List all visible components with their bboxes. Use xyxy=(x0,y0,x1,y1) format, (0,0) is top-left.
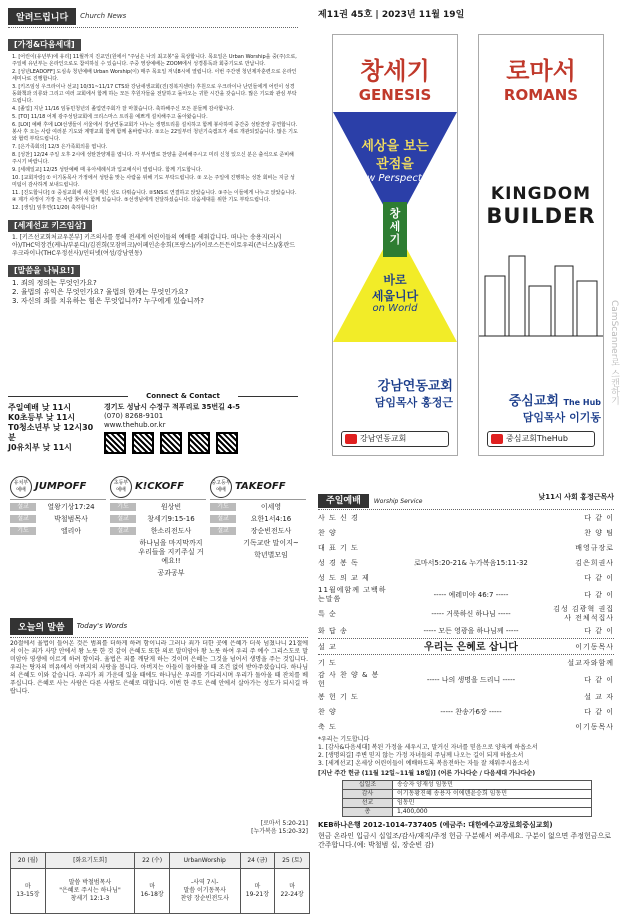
service-item: 찬 양 xyxy=(318,707,337,716)
schedule-head: 20 (월) xyxy=(11,853,46,869)
dept-row-value: 공과공부 xyxy=(157,569,185,577)
church-left-pastor: 담임목사 홍정근 xyxy=(374,396,453,409)
service-item: 화 답 송 xyxy=(318,626,348,635)
tri-mid: 창세기 xyxy=(389,207,401,246)
service-title-en: Worship Service xyxy=(373,498,423,505)
mission-text: 1. [키즈선교회처교우본부] 키즈의사를 통해 전세계 어린이들의 예배를 세워갑니다. 떠나는 송용지(러시아)/THC덕장건(케냐/부룬디)/김진희(모잠비크)/이페인손송희(프랑스)/카이로스든든이토우리(즌너스)/홍란드우크라이나(THC우정선사)/인터넷(여성/강남연동) xyxy=(12,234,296,257)
youtube-label: 강남연동교회 xyxy=(360,434,407,443)
cover xyxy=(318,10,618,470)
dept-row-value: 기독교란 말이지~ xyxy=(243,539,299,547)
service-row xyxy=(318,705,614,719)
service-by: 다 같 이 xyxy=(584,707,614,716)
service-by: 다 같 이 xyxy=(584,513,614,522)
service-by: 다 같 이 xyxy=(584,573,614,582)
service-by: 김성 김광혁 권집사 전체석집사 xyxy=(553,605,614,622)
dept-card xyxy=(210,474,306,612)
divider xyxy=(318,654,614,655)
news-title-en: Church News xyxy=(80,12,127,20)
service-by: 김은희권사 xyxy=(575,558,614,567)
schedule-head: [화요기도회] xyxy=(45,853,135,869)
today-ref1: [로마서 5:20-21] xyxy=(260,820,308,827)
service-by: 이기동목사 xyxy=(575,642,614,651)
tri-top1: 세상을 보는 xyxy=(361,139,429,154)
service-item: 성 도 의 교 제 xyxy=(318,573,370,582)
youtube-label: 중심교회TheHub xyxy=(506,434,568,443)
contact-panel xyxy=(8,392,298,458)
city-illustration xyxy=(479,236,603,346)
offering-row xyxy=(343,790,592,799)
church-right-name: 중심교회 xyxy=(508,394,559,409)
dept-row-label: 기도 xyxy=(10,527,36,535)
question-item: 2. 율법의 유익은 무엇인가요? 율법의 한계는 무엇인가요? xyxy=(12,288,189,296)
church-right-pastor: 담임목사 이기동 xyxy=(522,411,601,424)
dept-row-value: 학년별모임 xyxy=(254,551,288,559)
service-row xyxy=(318,656,614,670)
tri-bot1: 바로 xyxy=(383,273,407,287)
church-right xyxy=(483,390,601,425)
news-item: 12. [생일] 임후연(11/20) 축하합니다! xyxy=(12,205,98,211)
cover-right xyxy=(478,34,604,456)
dept-name: JUMPOFF xyxy=(35,481,87,492)
prayer-note: 1. [감사&다음세대] 복된 가정을 세우시고, 말거신 자녀를 믿음으로 양육케 하옵소서 xyxy=(318,744,538,751)
schedule-cell: -사역 7시- 말씀 이기동목사 찬양 장순빈전도사 xyxy=(169,869,240,914)
qr-code-icon[interactable] xyxy=(104,432,126,454)
dept-row xyxy=(110,515,206,524)
service-time: K0초등부 낮 11시 xyxy=(8,413,76,422)
service-by: 설 교 자 xyxy=(584,692,614,701)
dept-row-label: 설교 xyxy=(110,527,136,535)
dept-badge: 중고등부 예배 xyxy=(210,476,232,498)
news-item: 10. [교회자랑] ① 이기동목사 가정에서 성탄을 맞는 사람을 위해 기도 부탁드립니다. ② 오는 주일에 진행하는 성찬 회비는 지금 성미팀이 감사하게 보내드립니다. xyxy=(12,175,295,188)
address: 경기도 성남시 수정구 적푸리로 35번길 4-5 xyxy=(104,403,241,411)
news-item: 11. [진도합니다] ① 중심교회에 새신자 계신 성도 다뤄습니다. ②SNS로 연결하고 앉았습니다. ③주는 이들에게 나누고 앉았습니다. ④ 제가 사정이 가장 든 사람 찾아서 함께 있습니다. ⑤선생님에게 전달하셨습니다. 다움세대를 위한 기도 부탁드립니다. xyxy=(12,190,297,203)
service-row xyxy=(318,556,614,570)
church-left xyxy=(339,375,453,410)
prayer-notes xyxy=(318,736,614,768)
news-item: 6. [LOI] 예배 후에 LOI선생들이 서울에서 강남연동교회가 나누는 생명트리를 설치하고 함께 봉사하며 중간중 성탄찬양 공연합니다. 봉사 후 오는 사람 여러분 기도와 계명교회 함께 함께 올바랍니다. ②오는 22일부터 청년기숙캠프가 새로 개관되었습니다. 많은 기도와 협력 부탁드립니다. xyxy=(12,122,298,142)
dept-row-label: 설교 xyxy=(210,515,236,523)
service-by: 다 같 이 xyxy=(584,675,614,684)
service-by: 다 같 이 xyxy=(584,590,614,599)
dept-header xyxy=(210,474,306,500)
service-row xyxy=(318,640,614,654)
youtube-link-left[interactable] xyxy=(341,431,449,447)
service-by: 배영규장로 xyxy=(575,543,614,552)
offering-table xyxy=(342,780,592,817)
service-row xyxy=(318,511,614,525)
service-item: 찬 양 xyxy=(318,528,337,537)
service-by: 다 같 이 xyxy=(584,626,614,635)
qr-code-icon[interactable] xyxy=(216,432,238,454)
phone: (070) 8268-9101 xyxy=(104,412,164,420)
offering-row xyxy=(343,781,592,790)
service-times xyxy=(8,403,100,454)
schedule-cell: 마 19-21장 xyxy=(240,869,275,914)
offering-names: 이기동황진혜 송용자 이에덴윤승희 임동민 xyxy=(393,790,592,799)
service-detail: 우리는 은혜로 삽니다 xyxy=(424,641,518,653)
weekly-schedule xyxy=(10,852,310,914)
service-row xyxy=(318,586,614,604)
news-item: 4. [졸업] 지난 11/16 임동민청년의 졸업연주회가 잘 마쳤습니다. 축하해주신 모든 분들께 감사합니다. xyxy=(12,106,235,112)
dept-row xyxy=(210,527,306,536)
offering-type: 감사 xyxy=(343,790,393,799)
service-item: 사 도 신 경 xyxy=(318,513,359,522)
dept-row xyxy=(10,503,106,512)
section-mission: [세계선교 키즈임삼] xyxy=(8,220,92,232)
dept-header xyxy=(110,474,206,500)
dept-row-value: 하나님을 마지막까지 우리들을 지키주실 거예요!! xyxy=(138,539,204,565)
dept-row-value: 원상빈 xyxy=(160,503,182,511)
dept-name: TAKEOFF xyxy=(235,481,286,492)
prayer-note: 3. [세계선교] 온세상 어린이들이 예배하도록 복음전하는 자들 잘 채워주시옵소서 xyxy=(318,760,530,767)
qr-code-icon[interactable] xyxy=(188,432,210,454)
tri-bot2: 세웁니다 xyxy=(371,289,419,303)
cover-right-title-en: ROMANS xyxy=(503,86,579,104)
website: www.thehub.or.kr xyxy=(104,421,166,429)
dept-row xyxy=(10,527,106,536)
dept-row xyxy=(110,527,206,536)
section-questions: [말씀을 나눠요!] xyxy=(8,265,80,277)
service-item: 특 순 xyxy=(318,609,337,618)
question-item: 1. 죄의 정의는 무엇인가요? xyxy=(12,279,97,287)
youtube-icon xyxy=(345,434,357,444)
schedule-head: UrbanWorship xyxy=(169,853,240,869)
dept-row-value: 장순빈전도사 xyxy=(250,527,292,535)
service-row xyxy=(318,571,614,585)
service-time: 주일예배 낮 11시 xyxy=(8,403,72,412)
dept-row-value: 한소리전도사 xyxy=(150,527,192,535)
service-item: 성 경 봉 독 xyxy=(318,558,359,567)
issue-line: 제11권 45호 | 2023년 11월 19일 xyxy=(318,10,465,20)
cover-right-title-ko: 로마서 xyxy=(506,57,576,85)
news-item: 1. [어린이(유년부)에 유리] 11월까지 진교인(원에서 "주님은 나의 최고봉"을 묵상합니다. 목요일은 Urban Worship을 중(주)으로, 주일에 유년부는 온라인으로도 참여하실 수 있습니다. 주중 영상예배는 ZOOM에서 성경통독과 회중기도로 만납니다. xyxy=(12,54,297,67)
dept-row xyxy=(210,551,306,560)
dept-section xyxy=(10,474,310,614)
tri-top3: New Perspective xyxy=(353,173,437,184)
dept-row-label: 기도 xyxy=(110,503,136,511)
dept-row xyxy=(210,539,306,548)
today-title: 오늘의 말씀 xyxy=(10,618,73,635)
dept-name: K!CKOFF xyxy=(135,481,184,492)
service-detail: ----- 찬송가6장 ----- xyxy=(440,707,502,716)
question-list xyxy=(8,279,298,306)
service-detail: ----- 나의 생명을 드리니 ----- xyxy=(426,675,516,684)
dept-row xyxy=(110,503,206,512)
schedule-head-row xyxy=(11,853,310,869)
dept-row-value: 열왕기상17:24 xyxy=(47,503,95,511)
dept-card xyxy=(110,474,206,612)
dept-row-label: 기도 xyxy=(210,503,236,511)
offering-type: 선교 xyxy=(343,799,393,808)
service-leader: 낮11시 사회 홍정근목사 xyxy=(538,493,614,501)
divider xyxy=(318,638,614,639)
cover-left-title-ko: 창세기 xyxy=(360,57,430,85)
offering-type: 총 xyxy=(343,808,393,817)
dept-row-label: 설교 xyxy=(10,515,36,523)
service-detail: ----- 모든 영광을 하나님께 ----- xyxy=(423,626,519,635)
today-text: 20절에서 율법이 들어온 것은 범죄를 더하게 하려 함이니라 그러나 죄가 더한 곳에 은혜가 더욱 넘쳤나니 21절에서 이는 죄가 사망 안에서 왕 노릇 한 것 같이 은혜도 또한 의로 말미암아 왕 노릇 하여 우리 주 예수 그리스도로 말미암아 영생에 이르게 하려 함이라. 율법은 죄를 깨닫게 하는 것이며 은혜는 그것을 넘어서 생명을 주는 것입니다. 우리는 탕자의 비유에서 아버지의 사랑을 봅니다. 아버지는 아들이 돌아왔을 때 조건 없이 받아주셨습니다. 하나님의 은혜도 이와 같습니다. 우리가 죄 가운데 있을 때에도 하나님은 우리를 기다리시며 우리가 돌아올 때 잔치를 베푸십니다. 은혜로 사는 사람은 다른 사람도 은혜로 대합니다. 이번 한 주도 은혜 안에서 살아가는 성도가 되시길 바랍니다. xyxy=(10,640,308,695)
offering-type: 십일조 xyxy=(343,781,393,790)
service-detail: ----- 거룩하신 하나님 ----- xyxy=(431,609,511,618)
question-item: 3. 자신의 죄를 치유하는 힘은 무엇입니까? 누구에게 있습니까? xyxy=(12,297,204,305)
dept-card xyxy=(10,474,106,612)
news-title: 알려드립니다 xyxy=(8,8,76,25)
news-item: 2. [성년LEADOFF] 도심속 청년예배 Urban Worship(이) 매주 목요일 저녁8시에 열립니다. 이번 주간엔 청년제자훈련으로 온라인 세미나로 진행합니다. xyxy=(12,69,297,82)
service-by: 설교자와함께 xyxy=(567,658,614,667)
service-by: 찬 양 팀 xyxy=(584,528,614,537)
dept-row-label: 설교 xyxy=(210,527,236,535)
offering-title: [지난 주간 헌금 (11월 12일~11월 18일)] (어른 가나다순 / 다음세대 가나다순) xyxy=(318,770,536,777)
tri-bot3: on World xyxy=(372,303,418,314)
service-time: J0유치부 낮 11시 xyxy=(8,443,72,452)
schedule-cell: 말씀 박철범목사 "은혜로 주시는 하나님" 창세기 12:1-3 xyxy=(45,869,135,914)
news-item: 3. [키즈임성 우크라이나 선교] 10/31~11/17 CTS와 강남새생교회(진(징복지센터) 후원으로 우크라이나 난민들에게 어린이 성경 동화책과 의류와 그리고 여러 교회에서 함께 하는 모든 후원자들을 전달하고 돌아오는 귀한 시간을 갖습니다. 많은 기도와 관심 부탁드립니다. xyxy=(12,84,297,104)
schedule-cell: 마 13-15장 xyxy=(11,869,46,914)
cover-left xyxy=(332,34,458,456)
church-right-en: The Hub xyxy=(563,398,601,407)
qr-code-icon[interactable] xyxy=(160,432,182,454)
news-item: 7. [은가족회의] 12/3 은가족회의를 엽니다. xyxy=(12,144,108,150)
dept-row xyxy=(110,539,206,566)
service-detail: ----- 예레미야 46:7 ----- xyxy=(433,590,509,599)
service-title: 주일예배 xyxy=(318,494,369,508)
schedule-head: 24 (금) xyxy=(240,853,275,869)
service-row xyxy=(318,624,614,638)
prayer-note: 2. [생명의길] 주변 믿지 않는 가정 자녀들의 주님께 나오는 길이 되게 하옵소서 xyxy=(318,752,524,759)
service-item: 봉 헌 기 도 xyxy=(318,692,359,701)
service-item: 기 도 xyxy=(318,658,337,667)
service-time: T0청소년부 낮 12시30분 xyxy=(8,423,94,442)
offering-row xyxy=(343,799,592,808)
service-item: 축 도 xyxy=(318,722,337,731)
scanner-watermark: CamScanner로 스캔하기 xyxy=(609,300,619,406)
dept-row-value: 엘리아 xyxy=(60,527,82,535)
section-family: [가정&다음세대] xyxy=(8,39,81,51)
offering-names: 임동민 xyxy=(393,799,592,808)
service-item: 설 교 xyxy=(318,642,337,651)
service-row xyxy=(318,720,614,734)
bank-account: KEB하나은행 2012-1014-737405 (예금주: 대한예수교장로회중심교회) xyxy=(318,821,553,829)
service-row xyxy=(318,541,614,555)
dept-row-value: 박철범목사 xyxy=(54,515,88,523)
dept-badge: 유치부 예배 xyxy=(10,476,32,498)
dept-row-label: 설교 xyxy=(10,503,36,511)
dept-row-value: 창세기9:15-16 xyxy=(147,515,195,523)
today-title-en: Today's Words xyxy=(76,622,128,630)
news-list xyxy=(8,54,298,212)
news-item: 5. [TO] 11/18 어제 광주성암교회에 크리스마스 트리를 예쁘게 설치해주고 돌아왔습니다. xyxy=(12,114,208,120)
dept-row-value: 요한1서4:16 xyxy=(250,515,292,523)
news-item: 8. [성찬] 12/24 주일 오후 2시에 성탄찬양제를 엽니다. 각 부서별로 찬양을 준비해주시고 미리 신청 있으신 분은 출석으로 준비해주시기 바랍니다. xyxy=(12,152,294,165)
service-order xyxy=(318,511,614,734)
service-row xyxy=(318,690,614,704)
service-row xyxy=(318,605,614,623)
dept-row-label: 설교 xyxy=(110,515,136,523)
schedule-head: 22 (수) xyxy=(135,853,170,869)
schedule-cell: 마 16-18장 xyxy=(135,869,170,914)
service-detail: 로마서5:20-21& 누가복음15:11-32 xyxy=(414,558,528,567)
tri-top2: 관점을 xyxy=(376,157,414,172)
offering-row xyxy=(343,808,592,817)
service-row xyxy=(318,526,614,540)
dept-badge: 초등부 예배 xyxy=(110,476,132,498)
today-words xyxy=(10,618,308,850)
today-ref2: [누가복음 15:20-32] xyxy=(251,828,308,835)
dept-row xyxy=(210,503,306,512)
church-left-name: 강남연동교회 xyxy=(377,379,453,394)
schedule-head: 25 (토) xyxy=(275,853,310,869)
service-by: 이기동목사 xyxy=(575,722,614,731)
dept-row-value: 이세영 xyxy=(260,503,282,511)
bank-note: 현금 온라인 입금시 십일조/감사/재직/주정 헌금 구분해서 써주세요. 구분이 없으면 주정헌금으로 간주합니다.(예: 박철범 십, 장순빈 감) xyxy=(318,832,612,849)
youtube-icon xyxy=(491,434,503,444)
schedule-body-row xyxy=(11,869,310,914)
service-row xyxy=(318,671,614,689)
service-item: 11월에함께 고백하는말씀 xyxy=(318,586,387,603)
service-item: 대 표 기 도 xyxy=(318,543,359,552)
contact-title: Connect & Contact xyxy=(128,392,238,401)
kb-line2: BUILDER xyxy=(486,204,596,228)
dept-header xyxy=(10,474,106,500)
prayer-note: *우리는 기도합니다 xyxy=(318,736,370,743)
cover-left-title-en: GENESIS xyxy=(358,86,432,104)
news-item: 9. [세례일교] 12/25 성탄예배 때 유아세례식과 입교예식이 열립니다. 함께 기도합니다. xyxy=(12,167,203,173)
dept-row xyxy=(10,515,106,524)
service-item: 감 사 찬 양 & 봉 헌 xyxy=(318,671,380,688)
qr-code-icon[interactable] xyxy=(132,432,154,454)
dept-row xyxy=(110,569,206,578)
offering-names: 1,400,000 xyxy=(393,808,592,817)
schedule-cell: 마 22-24장 xyxy=(275,869,310,914)
kb-line1: KINGDOM xyxy=(490,184,592,204)
youtube-link-right[interactable] xyxy=(487,431,595,447)
dept-row xyxy=(210,515,306,524)
worship-service xyxy=(318,488,614,918)
offering-names: 송승자 양재성 임동민 xyxy=(393,781,592,790)
